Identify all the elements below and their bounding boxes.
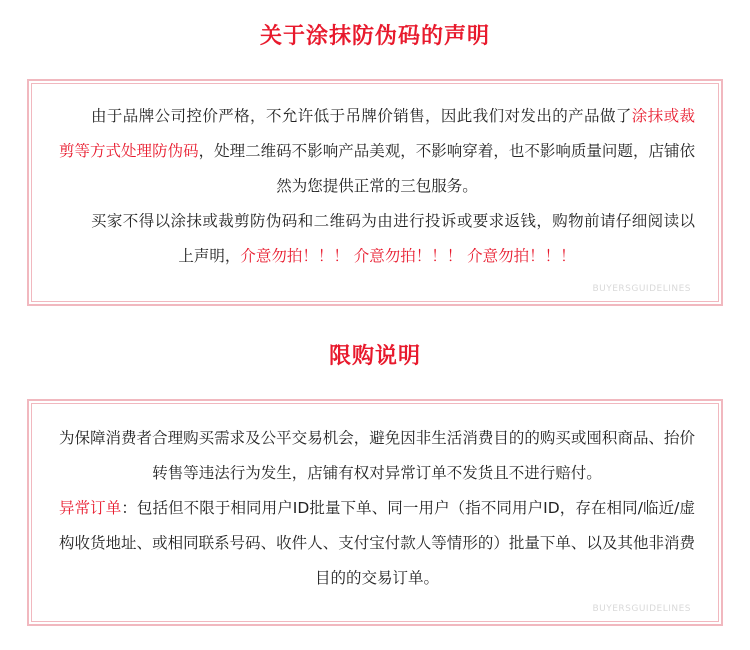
section2-watermark: BUYERSGUIDELINES	[592, 604, 691, 614]
section2-title-wrap	[0, 342, 750, 376]
section1-title-text: 关于涂抹防伪码的声明	[259, 24, 490, 49]
section2-title-text: 限购说明	[328, 344, 421, 369]
section1-title-wrap	[0, 22, 750, 56]
section1-para1-text-b: ，处理二维码不影响产品美观，不影响穿着，也不影响质量问题，店铺依然为您提供正常的三包服务。	[198, 142, 695, 195]
section2-para1-text: 为保障消费者合理购买需求及公平交易机会，避免因非生活消费目的的购买或囤积商品、抬价转售等违法行为发生，店铺有权对异常订单不发货且不进行赔付。	[59, 429, 695, 482]
section2-para2-label: 异常订单	[59, 499, 122, 517]
section2-paragraph-2	[59, 491, 695, 596]
section2-notice-box	[27, 399, 723, 626]
section2-para2-text: ：包括但不限于相同用户ID批量下单、同一用户（指不同用户ID，存在相同/临近/虚构收货地址、或相同联系号码、收件人、支付宝付款人等情形的）批量下单、以及其他非消费目的的交易订单。	[59, 499, 695, 587]
section1-paragraph-2	[59, 204, 695, 274]
section1-para1-text-a: 由于品牌公司控价严格，不允许低于吊牌价销售，因此我们对发出的产品做了	[91, 107, 632, 125]
section1-title	[256, 22, 494, 56]
section1-paragraph-1	[59, 99, 695, 204]
section1-para2-text-a: 买家不得以涂抹或裁剪防伪码和二维码为由进行投诉或要求返钱，购物前请仔细阅读以上声明，	[91, 212, 695, 265]
section1-watermark: BUYERSGUIDELINES	[592, 284, 691, 294]
section1-notice-box	[27, 79, 723, 306]
section2-title	[325, 342, 425, 376]
section2-paragraph-1	[59, 421, 695, 491]
section1-para1-highlight: 涂抹或裁剪等方式处理防伪码	[59, 107, 695, 160]
section1-para2-warning: 介意勿拍！！！ 介意勿拍！！！ 介意勿拍！！！	[240, 247, 576, 265]
